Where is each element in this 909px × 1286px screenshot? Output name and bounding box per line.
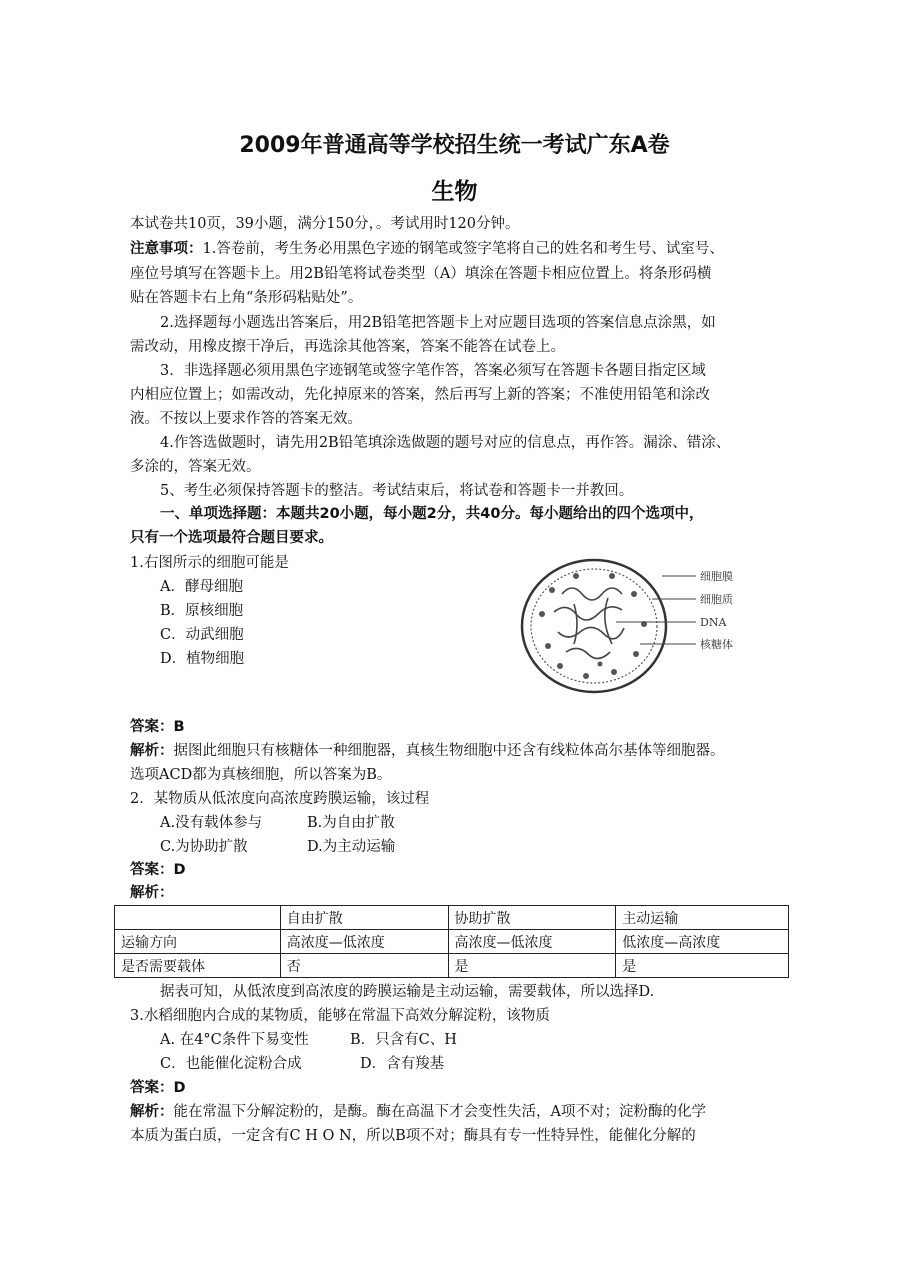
notice-1a: 1.答卷前，考生务必用黑色字迹的钢笔或签字笔将自己的姓名和考生号、试室号、 xyxy=(202,241,724,257)
notice-3b: 内相应位置上；如需改动，先化掉原来的答案，然后再写上新的答案；不准使用铅笔和涂改 xyxy=(130,387,710,403)
q2-option-a: A.没有载体参与 xyxy=(160,815,263,831)
table-header-cell: 自由扩散 xyxy=(280,906,448,930)
q1-stem: 1.右图所示的细胞可能是 xyxy=(130,555,289,571)
q3-analysis-b: 本质为蛋白质，一定含有C H O N，所以B项不对；酶具有专一性特异性，能催化分解的 xyxy=(130,1128,696,1144)
table-cell: 是 xyxy=(616,954,789,978)
table-cell: 是否需要载体 xyxy=(115,954,281,978)
cell-wall-inner xyxy=(531,569,657,683)
q3-stem: 3.水稻细胞内合成的某物质，能够在常温下高效分解淀粉，该物质 xyxy=(130,1008,550,1024)
q2-conclusion: 据表可知，从低浓度到高浓度的跨膜运输是主动运输，需要载体，所以选择D. xyxy=(160,984,655,1000)
q2-stem: 2．某物质从低浓度向高浓度跨膜运输，该过程 xyxy=(130,791,430,807)
table-header-row xyxy=(115,906,789,930)
notice-label: 注意事项： xyxy=(130,241,203,257)
intro-text: 本试卷共10页，39小题，满分150分，。考试用时120分钟。 xyxy=(130,216,520,232)
section-heading-1a: 一、单项选择题：本题共20小题，每小题2分，共40分。每小题给出的四个选项中， xyxy=(160,506,704,522)
notice-5: 5、考生必须保持答题卡的整洁。考试结束后，将试卷和答题卡一并教回。 xyxy=(160,483,634,499)
q3-analysis-label: 解析： xyxy=(130,1104,174,1120)
q1-analysis-line-1 xyxy=(130,740,725,762)
q1-option-d: D．植物细胞 xyxy=(160,651,245,667)
q1-analysis-label: 解析： xyxy=(130,743,174,759)
q3-answer: 答案：D xyxy=(130,1080,186,1096)
q2-answer: 答案：D xyxy=(130,862,186,878)
q3-analysis-line-1 xyxy=(130,1101,706,1123)
q3-option-a: A. 在4°C条件下易变性 xyxy=(160,1032,309,1048)
table-row xyxy=(115,954,789,978)
table-cell: 是 xyxy=(448,954,616,978)
q1-analysis-b: 选项ACD都为真核细胞，所以答案为B。 xyxy=(130,767,392,783)
label-ribosome: 核糖体 xyxy=(700,638,733,651)
subject-title: 生物 xyxy=(431,179,478,205)
q1-option-a: A．酵母细胞 xyxy=(160,579,243,595)
table-header-cell: 协助扩散 xyxy=(448,906,616,930)
q1-answer: 答案：B xyxy=(130,719,185,735)
table-cell: 运输方向 xyxy=(115,930,281,954)
notice-4b: 多涂的，答案无效。 xyxy=(130,459,261,475)
section-heading-1b: 只有一个选项最符合题目要求。 xyxy=(130,530,333,546)
notice-2b: 需改动，用橡皮擦干净后，再选涂其他答案，答案不能答在试卷上。 xyxy=(130,339,565,355)
table-header-cell xyxy=(115,906,281,930)
q3-option-c: C．也能催化淀粉合成 xyxy=(160,1056,302,1072)
q1-analysis-a: 据图此细胞只有核糖体一种细胞器，真核生物细胞中还含有线粒体高尔基体等细胞器。 xyxy=(173,743,725,759)
q3-option-d: D．含有羧基 xyxy=(360,1056,445,1072)
notice-3c: 液。不按以上要求作答的答案无效。 xyxy=(130,411,362,427)
table-cell: 低浓度—高浓度 xyxy=(616,930,789,954)
notice-4a: 4.作答选做题时，请先用2B铅笔填涂选做题的题号对应的信息点，再作答。漏涂、错涂、 xyxy=(160,435,731,451)
table-header-cell: 主动运输 xyxy=(616,906,789,930)
transport-comparison-table xyxy=(114,905,789,978)
label-dna: DNA xyxy=(700,616,727,629)
q1-option-c: C．动武细胞 xyxy=(160,627,244,643)
q3-analysis-a: 能在常温下分解淀粉的，是酶。酶在高温下才会变性失活，A项不对；淀粉酶的化学 xyxy=(173,1104,706,1120)
notice-2a: 2.选择题每小题选出答案后，用2B铅笔把答题卡上对应题目选项的答案信息点涂黑，如 xyxy=(160,315,716,331)
q1-option-b: B．原核细胞 xyxy=(160,603,244,619)
table-cell: 高浓度—低浓度 xyxy=(448,930,616,954)
table-row xyxy=(115,930,789,954)
q2-option-d: D.为主动运输 xyxy=(307,839,396,855)
label-cytoplasm: 细胞质 xyxy=(700,593,733,606)
exam-title: 2009年普通高等学校招生统一考试广东A卷 xyxy=(239,133,670,158)
q2-analysis-label: 解析： xyxy=(130,885,174,901)
table-cell: 否 xyxy=(280,954,448,978)
prokaryotic-cell-figure xyxy=(512,554,782,704)
notice-3a: 3．非选择题必须用黑色字迹钢笔或签字笔作答，答案必须写在答题卡各题目指定区域 xyxy=(160,363,706,379)
dna-strands xyxy=(554,588,624,659)
q2-option-c: C.为协助扩散 xyxy=(160,839,248,855)
label-membrane: 细胞膜 xyxy=(700,570,733,583)
table-cell: 高浓度—低浓度 xyxy=(280,930,448,954)
q3-option-b: B．只含有C、H xyxy=(350,1032,457,1048)
q2-option-b: B.为自由扩散 xyxy=(307,815,395,831)
notice-1c: 贴在答题卡右上角“条形码粘贴处”。 xyxy=(130,290,363,306)
ribosomes xyxy=(539,573,647,679)
notice-line-1 xyxy=(130,238,724,260)
notice-1b: 座位号填写在答题卡上。用2B铅笔将试卷类型（A）填涂在答题卡相应位置上。将条形码横 xyxy=(130,266,712,282)
